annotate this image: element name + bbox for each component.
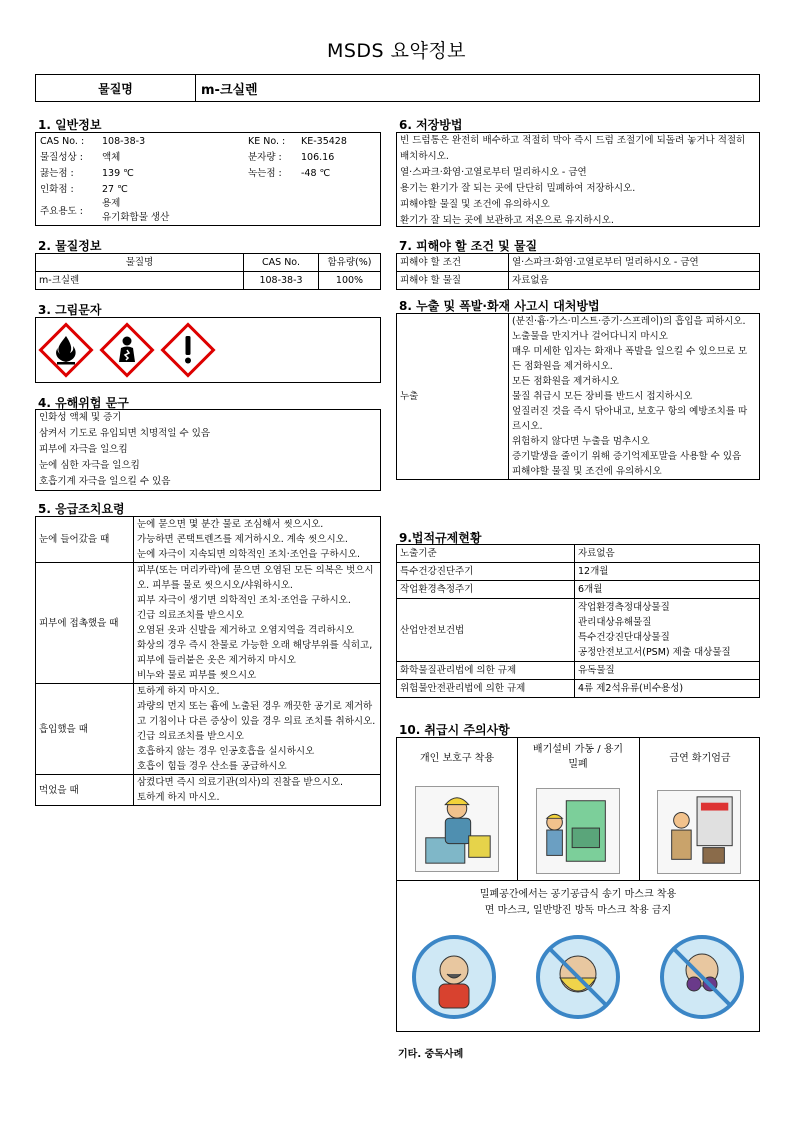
table-row xyxy=(397,254,760,272)
table-cell: 자료없음 xyxy=(575,545,760,563)
first-aid-label: 먹었을 때 xyxy=(36,775,134,806)
section-9-title: 9.법적규제현황 xyxy=(399,531,482,545)
leak-line: 엎질러진 것을 즉시 닦아내고, 보호구 항의 예방조치를 따르시오. xyxy=(512,406,748,432)
leak-line: 매우 미세한 입자는 화재나 폭발을 일으킬 수 있으므로 모든 점화원을 제거하시오. xyxy=(512,346,748,372)
use-label: 주요용도 : xyxy=(40,206,83,217)
fp-value: 27 ℃ xyxy=(102,184,128,195)
table-header-cell: 물질명 xyxy=(36,254,244,272)
substance-table xyxy=(35,253,381,290)
leak-line: (분진·흄·가스·미스트·증기·스프레이)의 흡입을 피하시오. xyxy=(512,316,746,327)
storage-line: 환기가 잘 되는 곳에 보관하고 저온으로 유지하시오. xyxy=(400,215,614,226)
first-aid-line: 피부(또는 머리카락)에 묻으면 오염된 모든 의복은 벗으시오. 피부를 물로 씻으시오/샤워하시오. xyxy=(137,565,374,591)
table-row xyxy=(397,545,760,563)
use-value-2: 유기화합물 생산 xyxy=(102,212,170,223)
first-aid-label: 눈에 들어갔을 때 xyxy=(36,517,134,563)
section-1-title: 1. 일반정보 xyxy=(38,118,102,132)
table-row xyxy=(36,775,381,806)
table-cell: 자료없음 xyxy=(509,272,760,290)
mw-value: 106.16 xyxy=(301,152,335,163)
mp-value: -48 ℃ xyxy=(301,168,331,179)
table-header-row xyxy=(36,254,381,272)
table-cell: 화학물질관리법에 의한 규제 xyxy=(397,662,575,680)
table-row xyxy=(397,563,760,581)
section-6-title: 6. 저장방법 xyxy=(399,118,463,132)
leak-table xyxy=(396,313,760,480)
table-cell: 108-38-3 xyxy=(244,272,319,290)
hazard-statement: 호흡기계 자극을 일으킬 수 있음 xyxy=(39,476,171,487)
first-aid-line: 가능하면 콘택트렌즈를 제거하시오. 계속 씻으시오. xyxy=(137,534,348,545)
hazard-statement: 피부에 자극을 일으킴 xyxy=(39,444,128,455)
footer-note: 기타. 중독사례 xyxy=(398,1049,464,1060)
no-gas-mask-icon xyxy=(659,934,745,1020)
first-aid-line: 눈에 묻으면 몇 분간 물로 조심해서 씻으시오. xyxy=(137,519,324,530)
first-aid-line: 피부 자극이 생기면 의학적인 조치·조언을 구하시오. xyxy=(137,595,351,606)
section-3-title: 3. 그림문자 xyxy=(38,303,102,317)
table-cell: 6개월 xyxy=(575,581,760,599)
storage-box xyxy=(396,132,760,227)
table-cell: 12개월 xyxy=(575,563,760,581)
table-cell: m-크실렌 xyxy=(36,272,244,290)
table-cell: 작업환경측정주기 xyxy=(397,581,575,599)
section-10-title: 10. 취급시 주의사항 xyxy=(399,723,510,737)
table-row xyxy=(36,563,381,684)
first-aid-line: 호흡이 힘들 경우 산소를 공급하시오 xyxy=(137,761,287,772)
table-cell: 100% xyxy=(319,272,381,290)
first-aid-line: 삼켰다면 즉시 의료기관(의사)의 진찰을 받으시오. xyxy=(137,777,344,788)
mw-label: 분자량 : xyxy=(248,152,282,163)
health-hazard-icon xyxy=(99,322,155,378)
bp-label: 끓는점 : xyxy=(40,168,74,179)
no-cotton-mask-icon xyxy=(535,934,621,1020)
leak-line: 물질 취급시 모든 장비를 반드시 접지하시오 xyxy=(512,391,693,402)
table-row xyxy=(36,517,381,563)
regulation-table xyxy=(396,544,760,698)
leak-label: 누출 xyxy=(397,314,509,480)
first-aid-line: 비누와 물로 피부를 씻으시오 xyxy=(137,670,257,681)
first-aid-line: 토하게 하지 마시오. xyxy=(137,686,220,697)
table-row xyxy=(397,272,760,290)
table-cell: 열·스파크·화염·고열로부터 멀리하시오 - 금연 xyxy=(509,254,760,272)
storage-line: 피해야할 물질 및 조건에 유의하시오 xyxy=(400,199,550,210)
table-cell: 작업환경측정대상물질 관리대상유해물질 특수건강진단대상물질 공정안전보고서(PSM) 제출 대상물질 xyxy=(575,599,760,662)
mask-note-2: 면 마스크, 일반방진 방독 마스크 착용 금지 xyxy=(484,905,672,916)
first-aid-line: 과량의 먼지 또는 흄에 노출된 경우 깨끗한 공기로 제거하고 기침이나 다른 증상이 있을 경우 의료 조치를 취하시오. xyxy=(137,701,376,727)
first-aid-line: 긴급 의료조치를 받으시오 xyxy=(137,610,244,621)
section-2-title: 2. 물질정보 xyxy=(38,239,102,253)
table-cell: 산업안전보건법 xyxy=(397,599,575,662)
cas-value: 108-38-3 xyxy=(102,136,146,147)
substance-label: 물질명 xyxy=(36,75,196,101)
hazard-statements-box xyxy=(35,409,381,491)
table-cell: 4류 제2석유류(비수용성) xyxy=(575,680,760,698)
mp-label: 녹는점 : xyxy=(248,168,282,179)
exclamation-icon xyxy=(160,322,216,378)
table-row xyxy=(397,680,760,698)
state-value: 액체 xyxy=(102,152,121,163)
storage-line: 빈 드럼통은 완전히 배수하고 적절히 막아 즉시 드럼 조절기에 되돌려 놓거나 적절히 배치하시오. xyxy=(400,135,746,162)
table-cell: 노출기준 xyxy=(397,545,575,563)
first-aid-table xyxy=(35,516,381,806)
section-5-title: 5. 응급조치요령 xyxy=(38,502,125,516)
section-8-title: 8. 누출 및 폭발·화재 사고시 대처방법 xyxy=(399,299,600,313)
table-header-cell: CAS No. xyxy=(244,254,319,272)
leak-line: 위험하지 않다면 누출을 멈추시오 xyxy=(512,436,650,447)
supplied-air-mask-icon xyxy=(411,934,497,1020)
hazard-statement: 삼켜서 기도로 유입되면 치명적일 수 있음 xyxy=(39,428,211,439)
state-label: 물질성상 : xyxy=(40,152,83,163)
table-cell: 특수건강진단주기 xyxy=(397,563,575,581)
exhaust-ventilation-illustration xyxy=(536,788,620,874)
first-aid-line: 호흡하지 않는 경우 인공호흡을 실시하시오 xyxy=(137,746,315,757)
first-aid-label: 흡입했을 때 xyxy=(36,684,134,775)
first-aid-line: 긴급 의료조치를 받으시오 xyxy=(137,731,244,742)
mask-note-1: 밀폐공간에서는 공기공급식 송기 마스크 착용 xyxy=(479,889,677,900)
ppe-label: 개인 보호구 착용 xyxy=(420,753,494,764)
no-fire-illustration xyxy=(657,790,741,874)
table-row xyxy=(36,272,381,290)
ke-value: KE-35428 xyxy=(301,136,347,147)
first-aid-line: 화상의 경우 즉시 찬물로 가능한 오래 해당부위를 식히고, 피부에 들러붙은 옷은 제거하지 마시오 xyxy=(137,640,373,666)
hazard-statement: 눈에 심한 자극을 일으킴 xyxy=(39,460,140,471)
bp-value: 139 ℃ xyxy=(102,168,134,179)
flame-icon xyxy=(38,322,94,378)
table-row xyxy=(397,662,760,680)
leak-line: 노출물을 만지거나 걸어다니지 마시오 xyxy=(512,331,668,342)
section-7-title: 7. 피해야 할 조건 및 물질 xyxy=(399,239,538,253)
table-row xyxy=(397,599,760,662)
ppe-worker-illustration xyxy=(415,786,499,872)
section-4-title: 4. 유해위험 문구 xyxy=(38,396,129,410)
fp-label: 인화점 : xyxy=(40,184,74,195)
table-row xyxy=(397,314,760,480)
leak-line: 모든 점화원을 제거하시오 xyxy=(512,376,619,387)
leak-line: 피해야할 물질 및 조건에 유의하시오 xyxy=(512,466,662,477)
no-smoking-label: 금연 화기엄금 xyxy=(669,753,731,764)
table-cell: 위험물안전관리법에 의한 규제 xyxy=(397,680,575,698)
first-aid-label: 피부에 접촉했을 때 xyxy=(36,563,134,684)
avoid-table xyxy=(396,253,760,290)
use-value-1: 용제 xyxy=(102,198,121,209)
table-row xyxy=(36,684,381,775)
page-title: MSDS 요약정보 xyxy=(326,40,467,62)
first-aid-line: 눈에 자극이 지속되면 의학적인 조치·조언을 구하시오. xyxy=(137,549,361,560)
leak-line: 증기발생을 줄이기 위해 증기억제포말을 사용할 수 있음 xyxy=(512,451,742,462)
ventilation-label: 배기설비 가동 / 용기밀폐 xyxy=(532,744,624,770)
storage-line: 용기는 환기가 잘 되는 곳에 단단히 밀폐하여 저장하시오. xyxy=(400,183,636,194)
handling-box xyxy=(396,737,760,1032)
table-cell: 유독물질 xyxy=(575,662,760,680)
table-cell: 피해야 할 조건 xyxy=(397,254,509,272)
cas-label: CAS No. : xyxy=(40,136,85,147)
table-header-cell: 함유량(%) xyxy=(319,254,381,272)
first-aid-line: 오염된 옷과 신발을 제거하고 오염지역을 격리하시오 xyxy=(137,625,354,636)
substance-name: m-크실렌 xyxy=(201,82,258,98)
hazard-statement: 인화성 액체 및 증기 xyxy=(39,412,122,423)
substance-header xyxy=(35,74,760,102)
table-cell: 피해야 할 물질 xyxy=(397,272,509,290)
storage-line: 열·스파크·화염·고열로부터 멀리하시오 - 금연 xyxy=(400,167,587,178)
first-aid-line: 토하게 하지 마시오. xyxy=(137,792,220,803)
ke-label: KE No. : xyxy=(248,136,286,147)
table-row xyxy=(397,581,760,599)
general-info-box xyxy=(35,132,381,226)
